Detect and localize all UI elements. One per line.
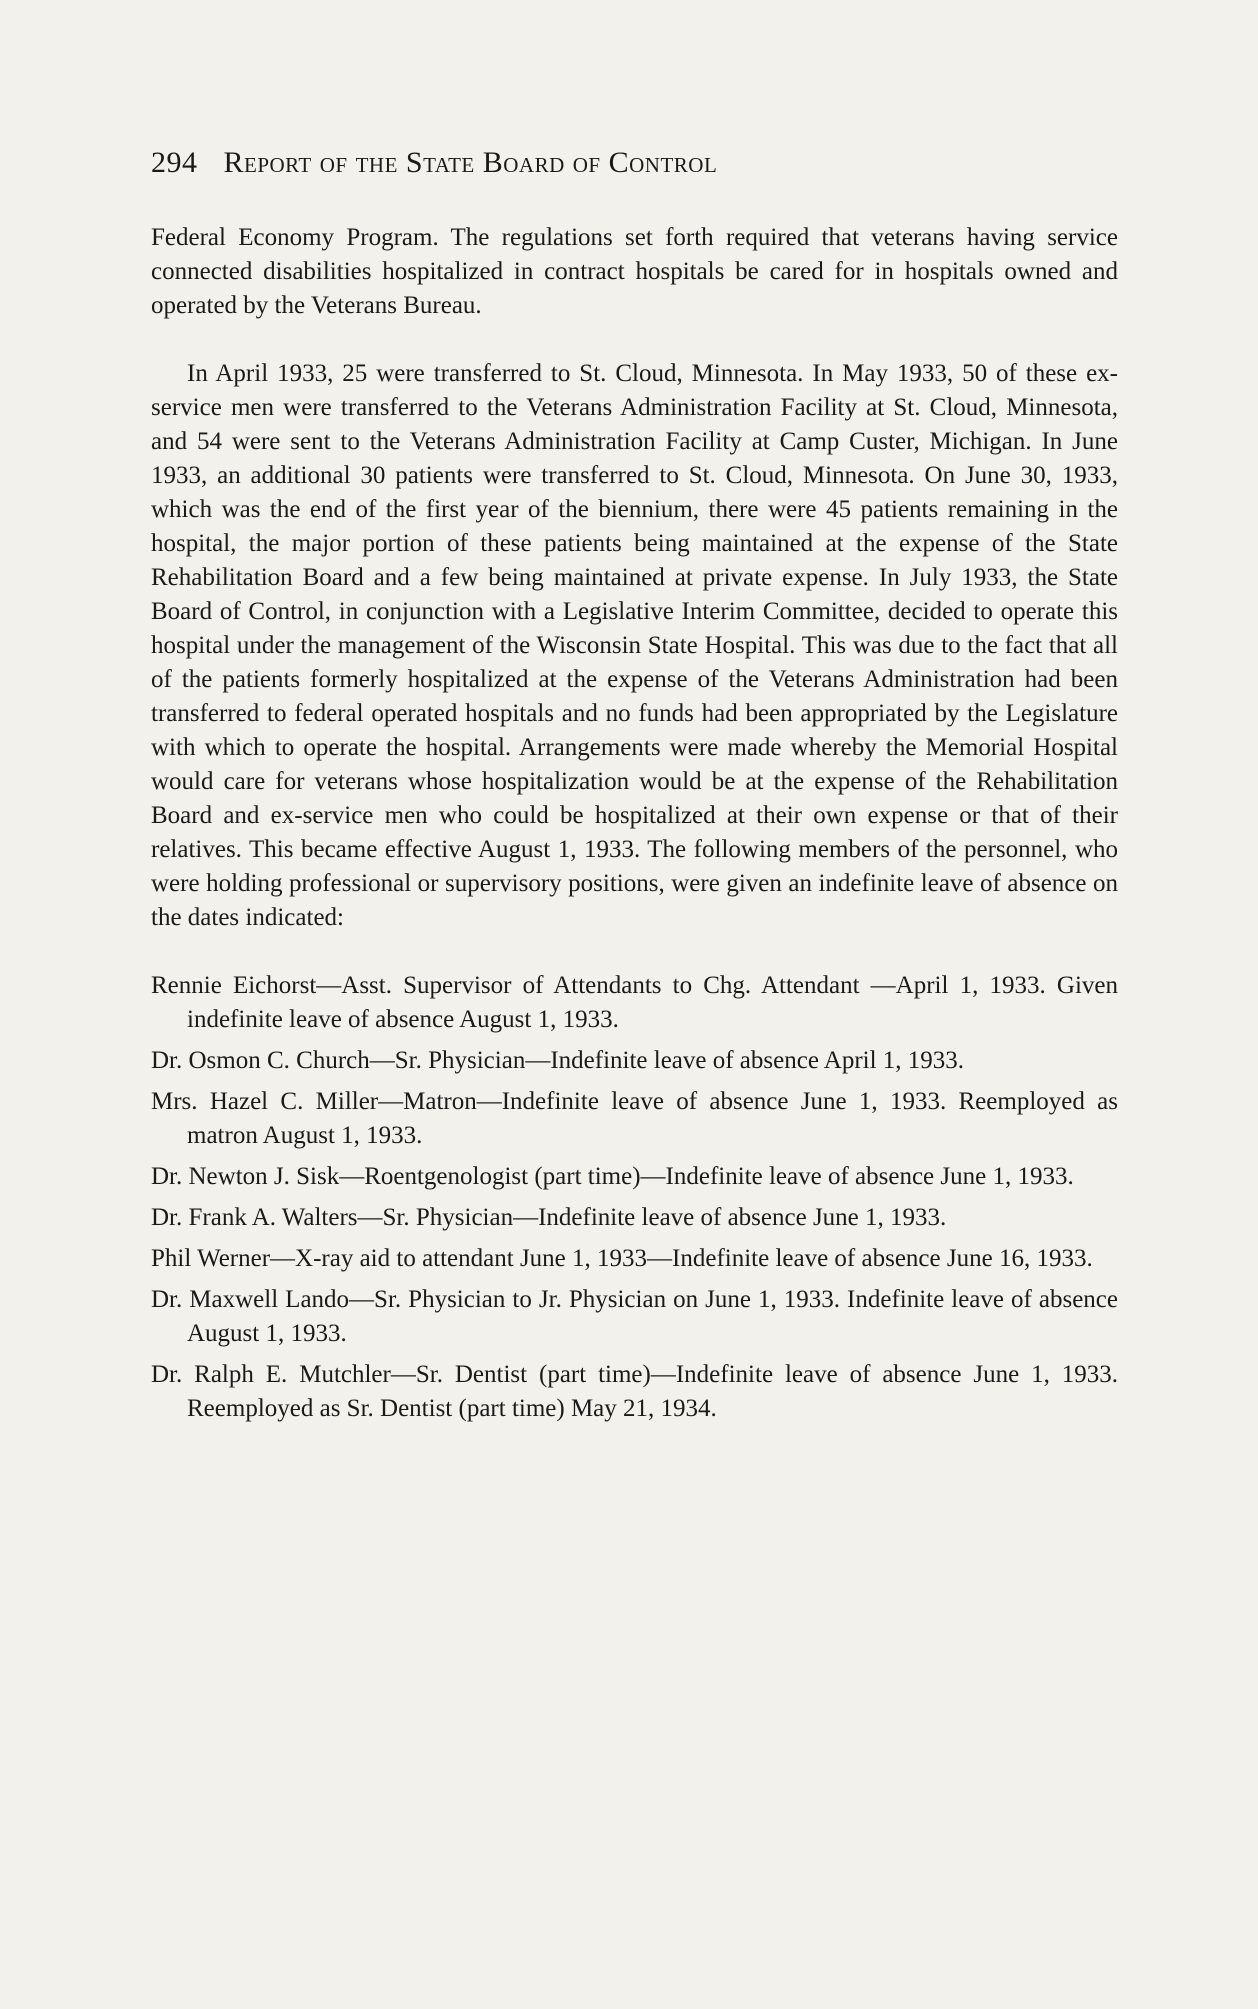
personnel-entry: Rennie Eichorst—Asst. Supervisor of Attendants to Chg. Attendant —April 1, 1933. Given indefinite leave of absence August 1, 1933.: [151, 972, 1118, 1033]
personnel-entry: Mrs. Hazel C. Miller—Matron—Indefinite leave of absence June 1, 1933. Reemployed as matron August 1, 1933.: [151, 1088, 1118, 1149]
personnel-entry: Dr. Newton J. Sisk—Roentgenologist (part time)—Indefinite leave of absence June 1, 1933.: [151, 1163, 1074, 1190]
page-title: Report of the State Board of Control: [223, 146, 718, 179]
running-header: [151, 146, 1051, 180]
personnel-entry: Dr. Frank A. Walters—Sr. Physician—Indefinite leave of absence June 1, 1933.: [151, 1204, 947, 1231]
personnel-entry: Phil Werner—X-ray aid to attendant June 1, 1933—Indefinite leave of absence June 16, 1933.: [151, 1245, 1093, 1272]
personnel-entry: Dr. Osmon C. Church—Sr. Physician—Indefinite leave of absence April 1, 1933.: [151, 1047, 965, 1074]
paragraph: In April 1933, 25 were transferred to St. Cloud, Minnesota. In May 1933, 50 of these ex-service men were transferred to the Veterans Administration Facility at St. Cloud, Minnesota, and 54 were sent to the Veterans Administration Facility at Camp Custer, Michigan. In June 1933, an additional 30 patients were transferred to St. Cloud, Minnesota. On June 30, 1933, which was the end of the first year of the biennium, there were 45 patients remaining in the hospital, the major portion of these patients being maintained at the expense of the State Rehabilitation Board and a few being maintained at private expense. In July 1933, the State Board of Control, in conjunction with a Legislative Interim Committee, decided to operate this hospital under the management of the Wisconsin State Hospital. This was due to the fact that all of the patients formerly hospitalized at the expense of the Veterans Administration had been transferred to federal operated hospitals and no funds had been appropriated by the Legislature with which to operate the hospital. Arrangements were made whereby the Memorial Hospital would care for veterans whose hospitalization would be at the expense of the Rehabilitation Board and ex-service men who could be hospitalized at their own expense or that of their relatives. This became effective August 1, 1933. The following members of the personnel, who were holding professional or supervisory positions, were given an indefinite leave of absence on the dates indicated:: [151, 360, 1118, 931]
page-number: 294: [151, 146, 198, 179]
personnel-entry: Dr. Ralph E. Mutchler—Sr. Dentist (part time)—Indefinite leave of absence June 1, 1933. Reemployed as Sr. Dentist (part time) May 21, 1934.: [151, 1361, 1118, 1422]
personnel-entry: Dr. Maxwell Lando—Sr. Physician to Jr. Physician on June 1, 1933. Indefinite leave of absence August 1, 1933.: [151, 1286, 1118, 1347]
body-text: [151, 221, 1118, 1433]
paragraph: Federal Economy Program. The regulations set forth required that veterans having service connected disabilities hospitalized in contract hospitals be cared for in hospitals owned and operated by the Veterans Bureau.: [151, 224, 1118, 319]
personnel-list: [151, 969, 1118, 1426]
